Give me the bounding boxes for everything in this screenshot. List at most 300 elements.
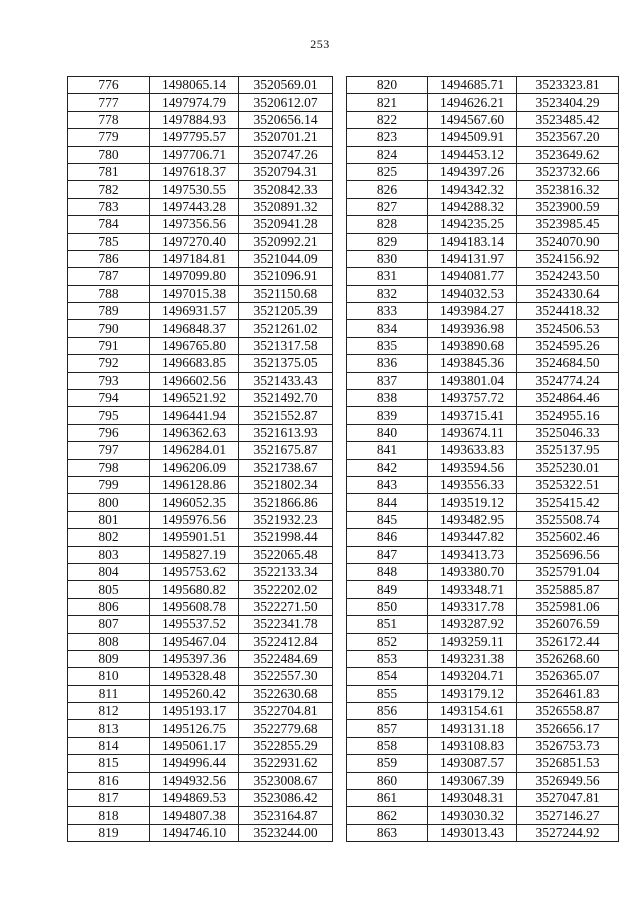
point-number-cell: 789 [68,303,150,320]
table-row [347,146,619,163]
table-row [68,790,333,807]
point-number-cell: 776 [68,77,150,94]
x-coordinate-cell: 1493067.39 [428,772,517,789]
table-row [347,563,619,580]
point-number-cell: 856 [347,703,428,720]
y-coordinate-cell: 3521802.34 [239,476,333,493]
x-coordinate-cell: 1495397.36 [150,650,239,667]
table-row [347,407,619,424]
table-row [347,216,619,233]
x-coordinate-cell: 1496683.85 [150,355,239,372]
y-coordinate-cell: 3524418.32 [517,303,619,320]
x-coordinate-cell: 1493179.12 [428,685,517,702]
table-row [68,181,333,198]
y-coordinate-cell: 3523485.42 [517,111,619,128]
point-number-cell: 805 [68,581,150,598]
y-coordinate-cell: 3525696.56 [517,546,619,563]
point-number-cell: 778 [68,111,150,128]
y-coordinate-cell: 3523404.29 [517,94,619,111]
point-number-cell: 783 [68,198,150,215]
point-number-cell: 792 [68,355,150,372]
table-row [347,233,619,250]
table-row [68,111,333,128]
table-row [68,529,333,546]
y-coordinate-cell: 3521205.39 [239,303,333,320]
y-coordinate-cell: 3525791.04 [517,563,619,580]
x-coordinate-cell: 1494342.32 [428,181,517,198]
point-number-cell: 834 [347,320,428,337]
point-number-cell: 848 [347,563,428,580]
y-coordinate-cell: 3524243.50 [517,268,619,285]
table-row [68,198,333,215]
x-coordinate-cell: 1493287.92 [428,616,517,633]
x-coordinate-cell: 1496128.86 [150,476,239,493]
table-row [68,442,333,459]
y-coordinate-cell: 3521317.58 [239,337,333,354]
y-coordinate-cell: 3524506.53 [517,320,619,337]
x-coordinate-cell: 1495976.56 [150,511,239,528]
point-number-cell: 798 [68,459,150,476]
point-number-cell: 810 [68,668,150,685]
x-coordinate-cell: 1494567.60 [428,111,517,128]
x-coordinate-cell: 1493936.98 [428,320,517,337]
table-row [68,616,333,633]
table-row [68,720,333,737]
point-number-cell: 802 [68,529,150,546]
x-coordinate-cell: 1495537.52 [150,616,239,633]
point-number-cell: 794 [68,390,150,407]
x-coordinate-cell: 1496441.94 [150,407,239,424]
table-row [347,790,619,807]
y-coordinate-cell: 3523985.45 [517,216,619,233]
y-coordinate-cell: 3523008.67 [239,772,333,789]
y-coordinate-cell: 3522855.29 [239,737,333,754]
table-row [347,476,619,493]
x-coordinate-cell: 1494131.97 [428,250,517,267]
point-number-cell: 822 [347,111,428,128]
point-number-cell: 815 [68,755,150,772]
x-coordinate-cell: 1494685.71 [428,77,517,94]
x-coordinate-cell: 1494032.53 [428,285,517,302]
point-number-cell: 838 [347,390,428,407]
y-coordinate-cell: 3526558.87 [517,703,619,720]
table-row [68,285,333,302]
table-row [347,703,619,720]
x-coordinate-cell: 1495467.04 [150,633,239,650]
table-row [68,216,333,233]
point-number-cell: 843 [347,476,428,493]
x-coordinate-cell: 1493348.71 [428,581,517,598]
table-row [347,424,619,441]
table-row [347,163,619,180]
y-coordinate-cell: 3525046.33 [517,424,619,441]
point-number-cell: 806 [68,598,150,615]
point-number-cell: 845 [347,511,428,528]
table-row [347,633,619,650]
table-row [68,303,333,320]
x-coordinate-cell: 1493087.57 [428,755,517,772]
point-number-cell: 827 [347,198,428,215]
y-coordinate-cell: 3524774.24 [517,372,619,389]
point-number-cell: 821 [347,94,428,111]
x-coordinate-cell: 1497015.38 [150,285,239,302]
x-coordinate-cell: 1493845.36 [428,355,517,372]
point-number-cell: 797 [68,442,150,459]
point-number-cell: 835 [347,337,428,354]
x-coordinate-cell: 1496521.92 [150,390,239,407]
table-row [347,390,619,407]
table-row [347,598,619,615]
x-coordinate-cell: 1493030.32 [428,807,517,824]
table-row [68,355,333,372]
table-row [68,737,333,754]
point-number-cell: 844 [347,494,428,511]
table-row [68,598,333,615]
y-coordinate-cell: 3525322.51 [517,476,619,493]
x-coordinate-cell: 1496848.37 [150,320,239,337]
x-coordinate-cell: 1495901.51 [150,529,239,546]
y-coordinate-cell: 3522341.78 [239,616,333,633]
y-coordinate-cell: 3523164.87 [239,807,333,824]
y-coordinate-cell: 3526268.60 [517,650,619,667]
x-coordinate-cell: 1493801.04 [428,372,517,389]
x-coordinate-cell: 1496602.56 [150,372,239,389]
point-number-cell: 786 [68,250,150,267]
x-coordinate-cell: 1494996.44 [150,755,239,772]
x-coordinate-cell: 1493594.56 [428,459,517,476]
y-coordinate-cell: 3520794.31 [239,163,333,180]
table-row [68,268,333,285]
coordinate-table-left [67,76,333,842]
y-coordinate-cell: 3522065.48 [239,546,333,563]
x-coordinate-cell: 1494453.12 [428,146,517,163]
x-coordinate-cell: 1495753.62 [150,563,239,580]
y-coordinate-cell: 3523244.00 [239,824,333,841]
table-row [68,233,333,250]
point-number-cell: 804 [68,563,150,580]
table-row [347,303,619,320]
x-coordinate-cell: 1497706.71 [150,146,239,163]
y-coordinate-cell: 3521044.09 [239,250,333,267]
point-number-cell: 781 [68,163,150,180]
x-coordinate-cell: 1497795.57 [150,129,239,146]
table-row [347,94,619,111]
table-row [347,650,619,667]
point-number-cell: 816 [68,772,150,789]
x-coordinate-cell: 1497974.79 [150,94,239,111]
point-number-cell: 812 [68,703,150,720]
table-row [347,720,619,737]
x-coordinate-cell: 1493259.11 [428,633,517,650]
table-row [347,129,619,146]
y-coordinate-cell: 3520656.14 [239,111,333,128]
y-coordinate-cell: 3525415.42 [517,494,619,511]
table-row [347,355,619,372]
y-coordinate-cell: 3525602.46 [517,529,619,546]
x-coordinate-cell: 1495827.19 [150,546,239,563]
table-row [347,529,619,546]
x-coordinate-cell: 1496206.09 [150,459,239,476]
x-coordinate-cell: 1496362.63 [150,424,239,441]
point-number-cell: 858 [347,737,428,754]
table-row [68,494,333,511]
point-number-cell: 836 [347,355,428,372]
table-row [347,459,619,476]
y-coordinate-cell: 3521096.91 [239,268,333,285]
x-coordinate-cell: 1494397.26 [428,163,517,180]
point-number-cell: 832 [347,285,428,302]
point-number-cell: 831 [347,268,428,285]
x-coordinate-cell: 1495126.75 [150,720,239,737]
x-coordinate-cell: 1495061.17 [150,737,239,754]
table-row [347,268,619,285]
x-coordinate-cell: 1496931.57 [150,303,239,320]
y-coordinate-cell: 3521613.93 [239,424,333,441]
point-number-cell: 849 [347,581,428,598]
y-coordinate-cell: 3522931.62 [239,755,333,772]
y-coordinate-cell: 3521998.44 [239,529,333,546]
point-number-cell: 859 [347,755,428,772]
table-row [68,407,333,424]
table-row [68,337,333,354]
point-number-cell: 795 [68,407,150,424]
point-number-cell: 800 [68,494,150,511]
y-coordinate-cell: 3520891.32 [239,198,333,215]
table-row [68,563,333,580]
table-row [68,703,333,720]
x-coordinate-cell: 1497356.56 [150,216,239,233]
table-row [68,511,333,528]
table-row [68,163,333,180]
table-row [347,442,619,459]
point-number-cell: 809 [68,650,150,667]
point-number-cell: 860 [347,772,428,789]
x-coordinate-cell: 1497530.55 [150,181,239,198]
y-coordinate-cell: 3521492.70 [239,390,333,407]
x-coordinate-cell: 1493013.43 [428,824,517,841]
table-row [347,824,619,841]
x-coordinate-cell: 1493890.68 [428,337,517,354]
table-row [68,459,333,476]
y-coordinate-cell: 3523086.42 [239,790,333,807]
point-number-cell: 850 [347,598,428,615]
point-number-cell: 846 [347,529,428,546]
x-coordinate-cell: 1493131.18 [428,720,517,737]
point-number-cell: 853 [347,650,428,667]
point-number-cell: 788 [68,285,150,302]
x-coordinate-cell: 1498065.14 [150,77,239,94]
x-coordinate-cell: 1494746.10 [150,824,239,841]
point-number-cell: 818 [68,807,150,824]
table-row [68,546,333,563]
x-coordinate-cell: 1496284.01 [150,442,239,459]
point-number-cell: 839 [347,407,428,424]
y-coordinate-cell: 3522630.68 [239,685,333,702]
table-row [347,737,619,754]
y-coordinate-cell: 3524156.92 [517,250,619,267]
table-row [68,424,333,441]
point-number-cell: 780 [68,146,150,163]
y-coordinate-cell: 3525508.74 [517,511,619,528]
table-row [347,77,619,94]
y-coordinate-cell: 3526851.53 [517,755,619,772]
x-coordinate-cell: 1494932.56 [150,772,239,789]
point-number-cell: 855 [347,685,428,702]
table-row [347,337,619,354]
x-coordinate-cell: 1493380.70 [428,563,517,580]
point-number-cell: 808 [68,633,150,650]
y-coordinate-cell: 3524595.26 [517,337,619,354]
x-coordinate-cell: 1497443.28 [150,198,239,215]
y-coordinate-cell: 3522133.34 [239,563,333,580]
x-coordinate-cell: 1493757.72 [428,390,517,407]
x-coordinate-cell: 1495328.48 [150,668,239,685]
point-number-cell: 820 [347,77,428,94]
x-coordinate-cell: 1493154.61 [428,703,517,720]
table-row [347,668,619,685]
y-coordinate-cell: 3526365.07 [517,668,619,685]
point-number-cell: 851 [347,616,428,633]
point-number-cell: 807 [68,616,150,633]
y-coordinate-cell: 3521932.23 [239,511,333,528]
y-coordinate-cell: 3527146.27 [517,807,619,824]
y-coordinate-cell: 3524864.46 [517,390,619,407]
table-row [68,77,333,94]
point-number-cell: 819 [68,824,150,841]
table-row [68,146,333,163]
y-coordinate-cell: 3523567.20 [517,129,619,146]
y-coordinate-cell: 3522704.81 [239,703,333,720]
point-number-cell: 787 [68,268,150,285]
y-coordinate-cell: 3521375.05 [239,355,333,372]
y-coordinate-cell: 3526753.73 [517,737,619,754]
point-number-cell: 840 [347,424,428,441]
y-coordinate-cell: 3526461.83 [517,685,619,702]
table-row [68,772,333,789]
table-row [68,668,333,685]
y-coordinate-cell: 3522271.50 [239,598,333,615]
x-coordinate-cell: 1493633.83 [428,442,517,459]
y-coordinate-cell: 3525981.06 [517,598,619,615]
y-coordinate-cell: 3520941.28 [239,216,333,233]
y-coordinate-cell: 3521433.43 [239,372,333,389]
point-number-cell: 861 [347,790,428,807]
x-coordinate-cell: 1493204.71 [428,668,517,685]
x-coordinate-cell: 1493715.41 [428,407,517,424]
x-coordinate-cell: 1493519.12 [428,494,517,511]
point-number-cell: 779 [68,129,150,146]
x-coordinate-cell: 1493317.78 [428,598,517,615]
y-coordinate-cell: 3520842.33 [239,181,333,198]
x-coordinate-cell: 1494626.21 [428,94,517,111]
x-coordinate-cell: 1495193.17 [150,703,239,720]
point-number-cell: 824 [347,146,428,163]
table-row [68,129,333,146]
point-number-cell: 793 [68,372,150,389]
table-row [68,650,333,667]
y-coordinate-cell: 3521738.67 [239,459,333,476]
y-coordinate-cell: 3522557.30 [239,668,333,685]
y-coordinate-cell: 3520701.21 [239,129,333,146]
point-number-cell: 837 [347,372,428,389]
table-row [347,581,619,598]
y-coordinate-cell: 3520992.21 [239,233,333,250]
y-coordinate-cell: 3522779.68 [239,720,333,737]
page-number: 253 [310,37,330,51]
y-coordinate-cell: 3521675.87 [239,442,333,459]
table-row [347,250,619,267]
point-number-cell: 842 [347,459,428,476]
y-coordinate-cell: 3526949.56 [517,772,619,789]
x-coordinate-cell: 1494288.32 [428,198,517,215]
table-row [347,755,619,772]
y-coordinate-cell: 3521261.02 [239,320,333,337]
point-number-cell: 847 [347,546,428,563]
y-coordinate-cell: 3522202.02 [239,581,333,598]
point-number-cell: 811 [68,685,150,702]
table-row [347,772,619,789]
y-coordinate-cell: 3527047.81 [517,790,619,807]
x-coordinate-cell: 1493674.11 [428,424,517,441]
y-coordinate-cell: 3525885.87 [517,581,619,598]
y-coordinate-cell: 3522412.84 [239,633,333,650]
y-coordinate-cell: 3523816.32 [517,181,619,198]
point-number-cell: 784 [68,216,150,233]
x-coordinate-cell: 1495608.78 [150,598,239,615]
y-coordinate-cell: 3525230.01 [517,459,619,476]
table-row [68,476,333,493]
table-row [68,390,333,407]
point-number-cell: 777 [68,94,150,111]
x-coordinate-cell: 1494235.25 [428,216,517,233]
y-coordinate-cell: 3521552.87 [239,407,333,424]
y-coordinate-cell: 3524684.50 [517,355,619,372]
table-row [347,111,619,128]
x-coordinate-cell: 1497184.81 [150,250,239,267]
table-row [68,250,333,267]
point-number-cell: 814 [68,737,150,754]
coordinate-table-right [346,76,619,842]
point-number-cell: 852 [347,633,428,650]
x-coordinate-cell: 1493447.82 [428,529,517,546]
x-coordinate-cell: 1497884.93 [150,111,239,128]
y-coordinate-cell: 3523649.62 [517,146,619,163]
point-number-cell: 826 [347,181,428,198]
table-row [68,372,333,389]
point-number-cell: 817 [68,790,150,807]
table-row [347,546,619,563]
point-number-cell: 828 [347,216,428,233]
point-number-cell: 841 [347,442,428,459]
table-row [68,94,333,111]
table-row [347,320,619,337]
y-coordinate-cell: 3523732.66 [517,163,619,180]
point-number-cell: 823 [347,129,428,146]
table-row [68,685,333,702]
table-row [68,320,333,337]
x-coordinate-cell: 1496765.80 [150,337,239,354]
table-row [68,755,333,772]
point-number-cell: 854 [347,668,428,685]
x-coordinate-cell: 1493231.38 [428,650,517,667]
y-coordinate-cell: 3526656.17 [517,720,619,737]
table-row [347,181,619,198]
x-coordinate-cell: 1494869.53 [150,790,239,807]
x-coordinate-cell: 1493984.27 [428,303,517,320]
point-number-cell: 801 [68,511,150,528]
y-coordinate-cell: 3521150.68 [239,285,333,302]
x-coordinate-cell: 1494183.14 [428,233,517,250]
